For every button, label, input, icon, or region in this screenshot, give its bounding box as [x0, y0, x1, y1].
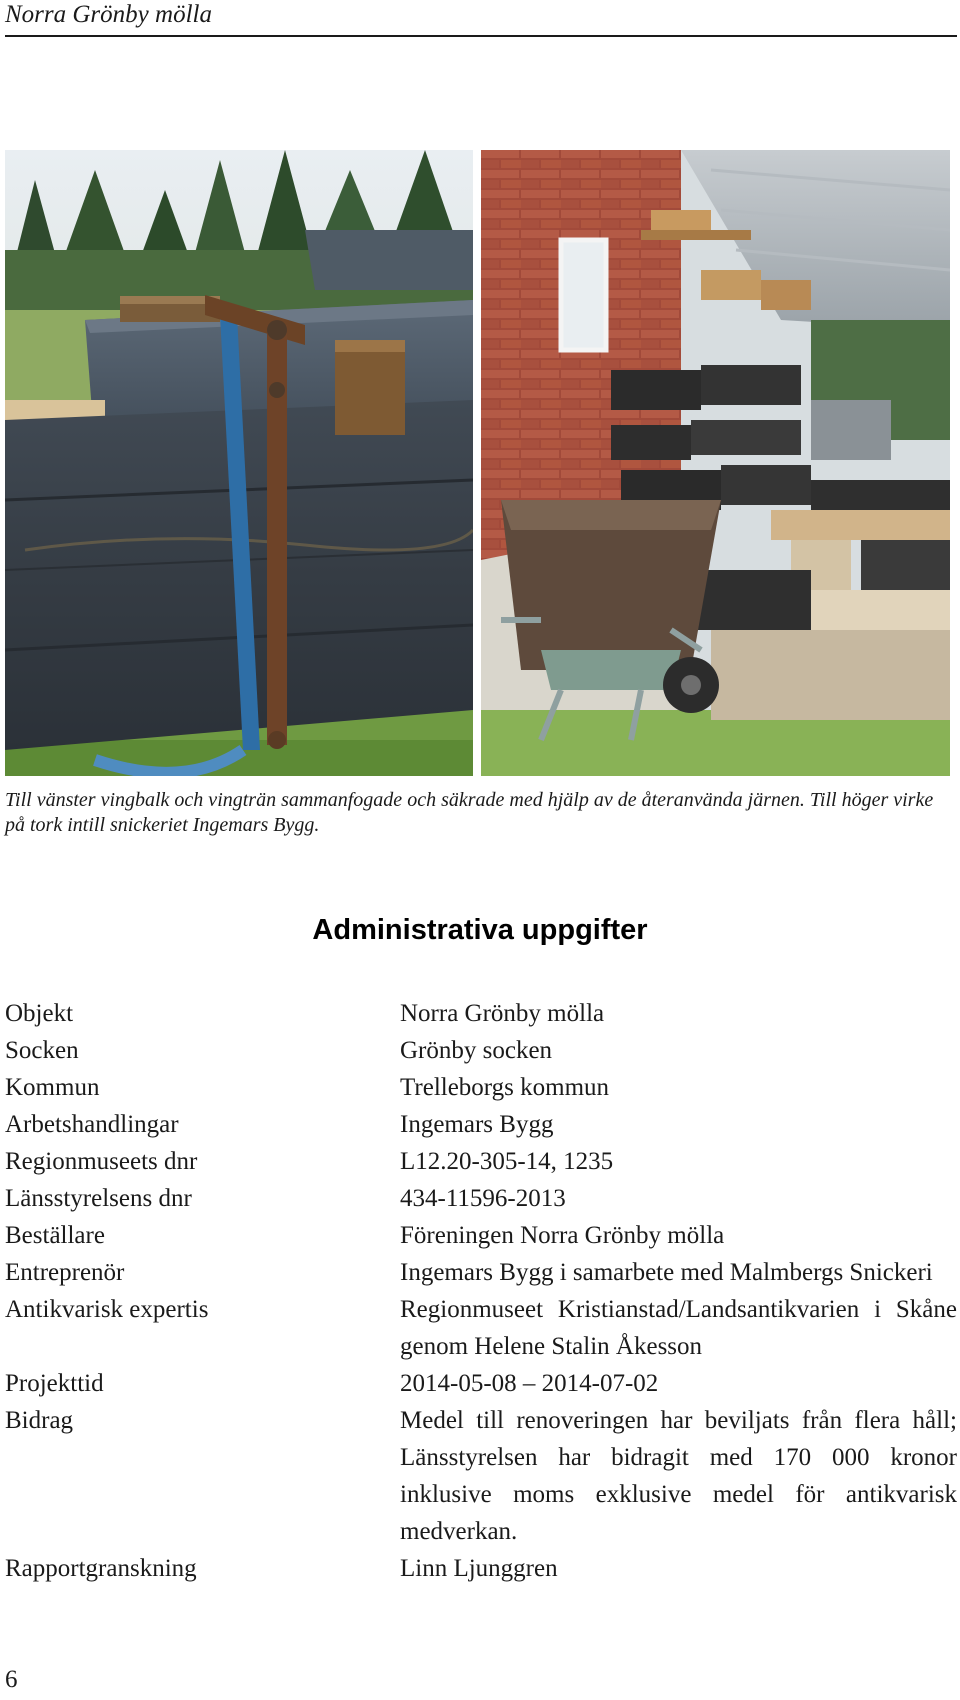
row-label: Rapportgranskning — [5, 1555, 197, 1582]
figure-caption: Till vänster vingbalk och vingträn sammanfogade och säkrade med hjälp av de återanvända järnen. Till höger virke på tork intill snickeriet Ingemars Bygg. — [5, 789, 934, 836]
page-number: 6 — [5, 1666, 18, 1693]
row-label: Kommun — [5, 1074, 100, 1101]
table-row — [5, 1550, 957, 1587]
row-value: 434-11596-2013 — [400, 1185, 566, 1212]
row-value: 2014-05-08 – 2014-07-02 — [400, 1370, 659, 1397]
row-label: Socken — [5, 1037, 79, 1064]
table-row — [5, 1143, 957, 1180]
row-value: Norra Grönby mölla — [400, 1000, 605, 1027]
section-title: Administrativa uppgifter — [312, 914, 648, 946]
row-label: Objekt — [5, 1000, 74, 1027]
row-label: Bidrag — [5, 1407, 74, 1434]
table-row — [5, 1254, 957, 1291]
row-label: Projekttid — [5, 1370, 104, 1397]
admin-details-table — [5, 995, 957, 1587]
photo-wing-beam — [5, 150, 473, 776]
row-label: Entreprenör — [5, 1259, 125, 1286]
row-value: L12.20-305-14, 1235 — [400, 1148, 614, 1175]
table-row — [5, 1069, 957, 1106]
row-label: Arbetshandlingar — [5, 1111, 179, 1138]
row-label: Länsstyrelsens dnr — [5, 1185, 192, 1212]
table-row — [5, 1032, 957, 1069]
row-value: Linn Ljunggren — [400, 1555, 558, 1582]
table-row — [5, 995, 957, 1032]
row-value: Medel till renoveringen har beviljats från flera håll; Länsstyrelsen har bidragit med 170 000 kronor inklusive moms exklusive medel för antikvarisk medverkan. — [400, 1407, 957, 1545]
row-label: Beställare — [5, 1222, 105, 1249]
table-row — [5, 1402, 957, 1550]
row-value: Grönby socken — [400, 1037, 553, 1064]
row-value: Regionmuseet Kristianstad/Landsantikvarien i Skåne genom Helene Stalin Åkesson — [400, 1296, 957, 1360]
running-header: Norra Grönby mölla — [5, 1, 212, 28]
row-value: Föreningen Norra Grönby mölla — [400, 1222, 725, 1249]
table-row — [5, 1217, 957, 1254]
row-label: Regionmuseets dnr — [5, 1148, 198, 1175]
row-value: Ingemars Bygg i samarbete med Malmbergs Snickeri — [400, 1259, 933, 1286]
table-row — [5, 1291, 957, 1365]
row-value: Ingemars Bygg — [400, 1111, 554, 1138]
photo-timber-drying — [481, 150, 950, 776]
row-label: Antikvarisk expertis — [5, 1296, 209, 1323]
table-row — [5, 1106, 957, 1143]
row-value: Trelleborgs kommun — [400, 1074, 610, 1101]
table-row — [5, 1180, 957, 1217]
header-rule — [5, 35, 957, 37]
table-row — [5, 1365, 957, 1402]
